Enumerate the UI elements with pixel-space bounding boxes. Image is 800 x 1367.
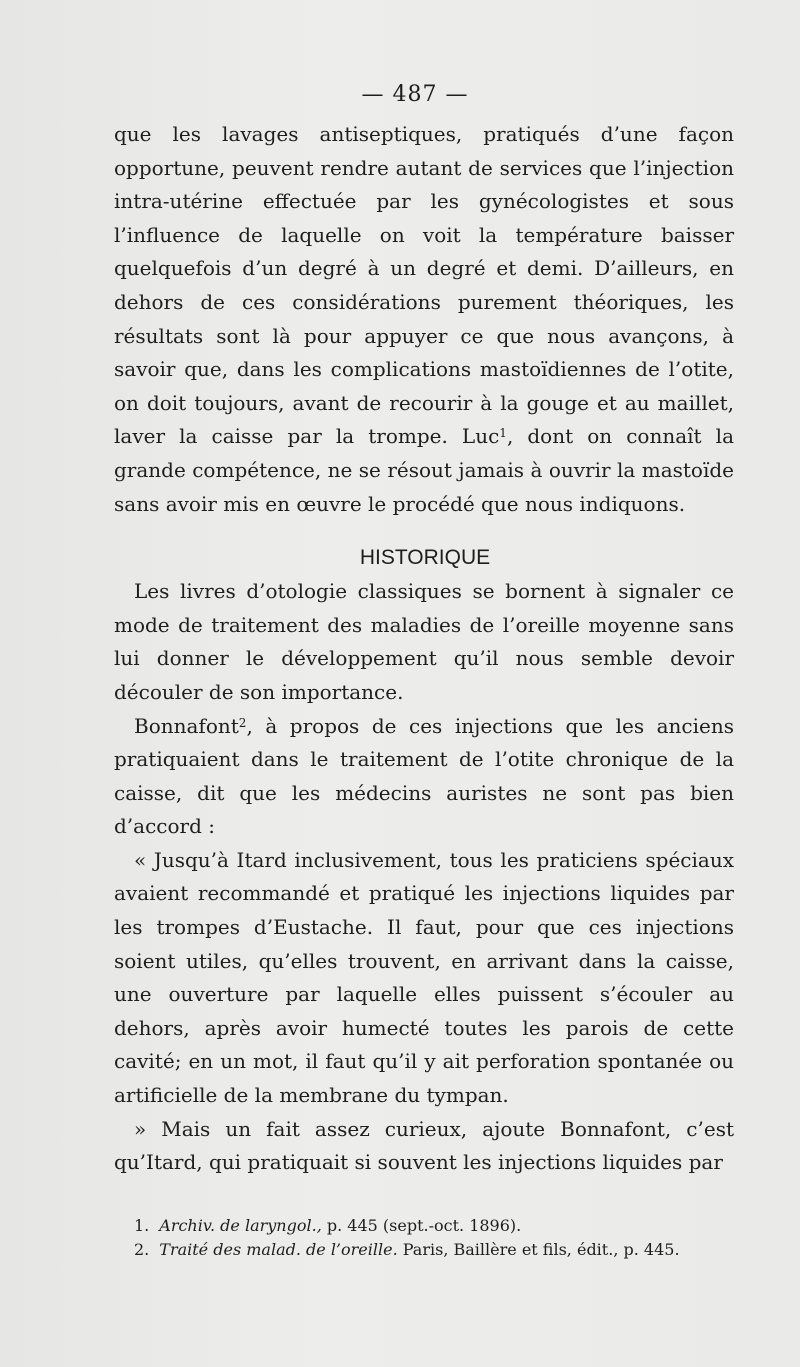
paragraph-3-start: Bonnafont	[134, 713, 239, 738]
footnote-1	[134, 1214, 734, 1238]
footnote-2	[134, 1238, 734, 1262]
paragraph-1-text: que les lavages antiseptiques, pratiqués d’une façon opportune, peuvent rendre autant de services que l’injection intra-utérine effectuée par les gynécologistes et sous l’influence de laquelle on voit la température baisser quelquefois d’un degré à un degré et demi. D’ailleurs, en dehors de ces considérations purement théoriques, les résultats sont là pour appuyer ce que nous avançons, à savoir que, dans les complications mastoïdiennes de l’otite, on doit toujours, avant de recourir à la gouge et au maillet, laver la caisse par la trompe. Luc	[114, 122, 734, 449]
paragraph-5: » Mais un fait assez curieux, ajoute Bonnafont, c’est qu’Itard, qui pratiquait si souvent les injections liquides par	[114, 1116, 734, 1175]
page-number: — 487 —	[361, 82, 469, 107]
section-heading: HISTORIQUE	[359, 546, 491, 570]
footnote-title: Archiv. de laryngol.,	[159, 1216, 322, 1235]
footnote-detail: Paris, Baillère et fils, édit., p. 445.	[397, 1240, 680, 1259]
footnote-title: Traité des malad. de l’oreille.	[159, 1240, 398, 1259]
footnote-detail: p. 445 (sept.-oct. 1896).	[321, 1216, 522, 1235]
paragraph-4: « Jusqu’à Itard inclusivement, tous les praticiens spéciaux avaient recommandé et pratiqué les injections liquides par les trompes d’Eustache. Il faut, pour que ces injections soient utiles, qu’elles trouvent, en arrivant dans la caisse, une ouverture par laquelle elles puissent s’écouler au dehors, après avoir humecté toutes les parois de cette cavité; en un mot, il faut qu’il y ait perforation spontanée ou artificielle de la membrane du tympan.	[114, 847, 734, 1108]
footnote-ref-2: 2	[238, 715, 247, 730]
footnote-number: 2.	[134, 1240, 150, 1259]
paragraph-3-tail: , à propos de ces injections que les anciens pratiquaient dans le traitement de l’otite chronique de la caisse, dit que les médecins auristes ne sont pas bien d’accord :	[114, 713, 734, 839]
body-text	[114, 118, 734, 1180]
footnotes	[134, 1214, 734, 1262]
paragraph-1-tail: , dont on connaît la grande compétence, ne se résout jamais à ouvrir la mastoïde sans avoir mis en œuvre le procédé que nous indiquons.	[114, 424, 734, 516]
footnote-ref-1: 1	[499, 426, 507, 441]
footnote-number: 1.	[134, 1216, 150, 1235]
paragraph-3	[114, 710, 734, 844]
paragraph-2: Les livres d’otologie classiques se bornent à signaler ce mode de traitement des maladies de l’oreille moyenne sans lui donner le développement qu’il nous semble devoir découler de son importance.	[114, 579, 734, 704]
paragraph-1	[114, 118, 734, 521]
